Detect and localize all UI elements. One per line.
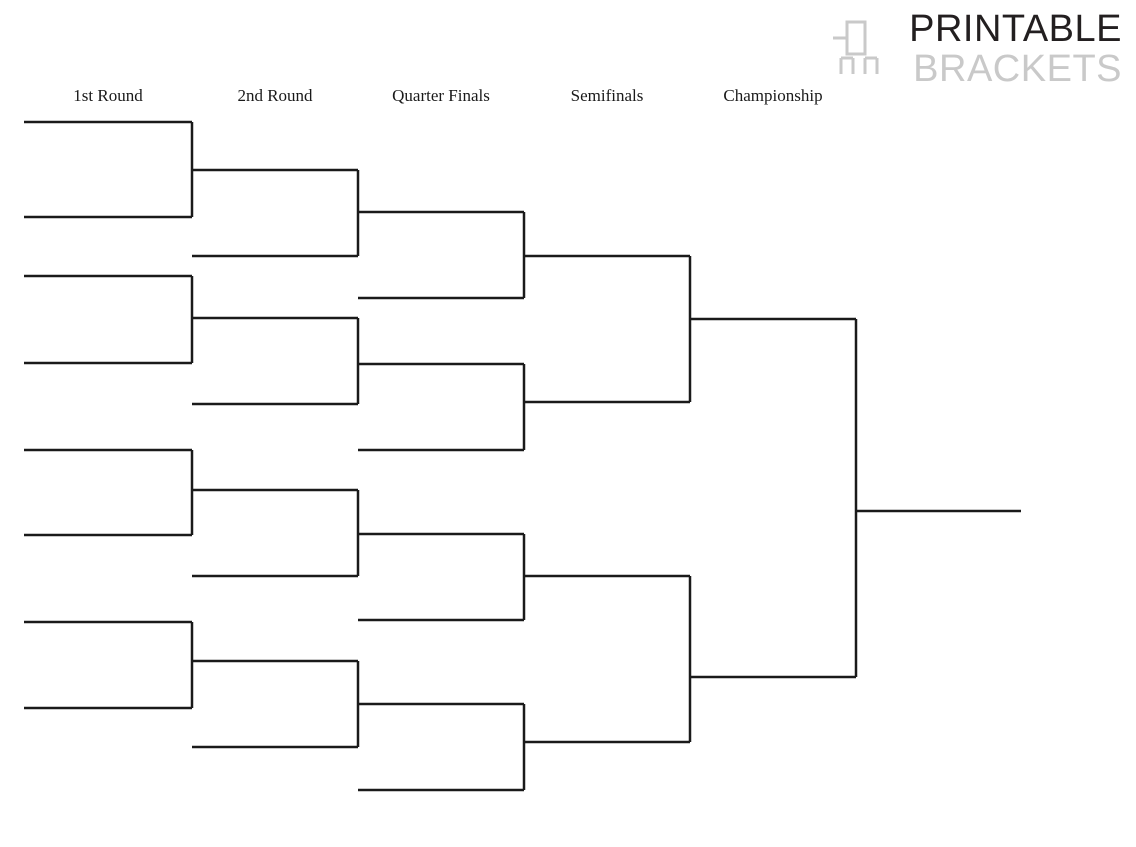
round-label-quarter-finals: Quarter Finals xyxy=(392,86,490,105)
round-label-semifinals: Semifinals xyxy=(570,86,644,105)
logo-word-printable: PRINTABLE xyxy=(909,8,1122,50)
logo-word-brackets: BRACKETS xyxy=(913,48,1122,90)
round-label-2nd-round: 2nd Round xyxy=(237,86,313,105)
round-label-championship: Championship xyxy=(723,86,823,105)
round-label-1st-round: 1st Round xyxy=(73,86,143,105)
